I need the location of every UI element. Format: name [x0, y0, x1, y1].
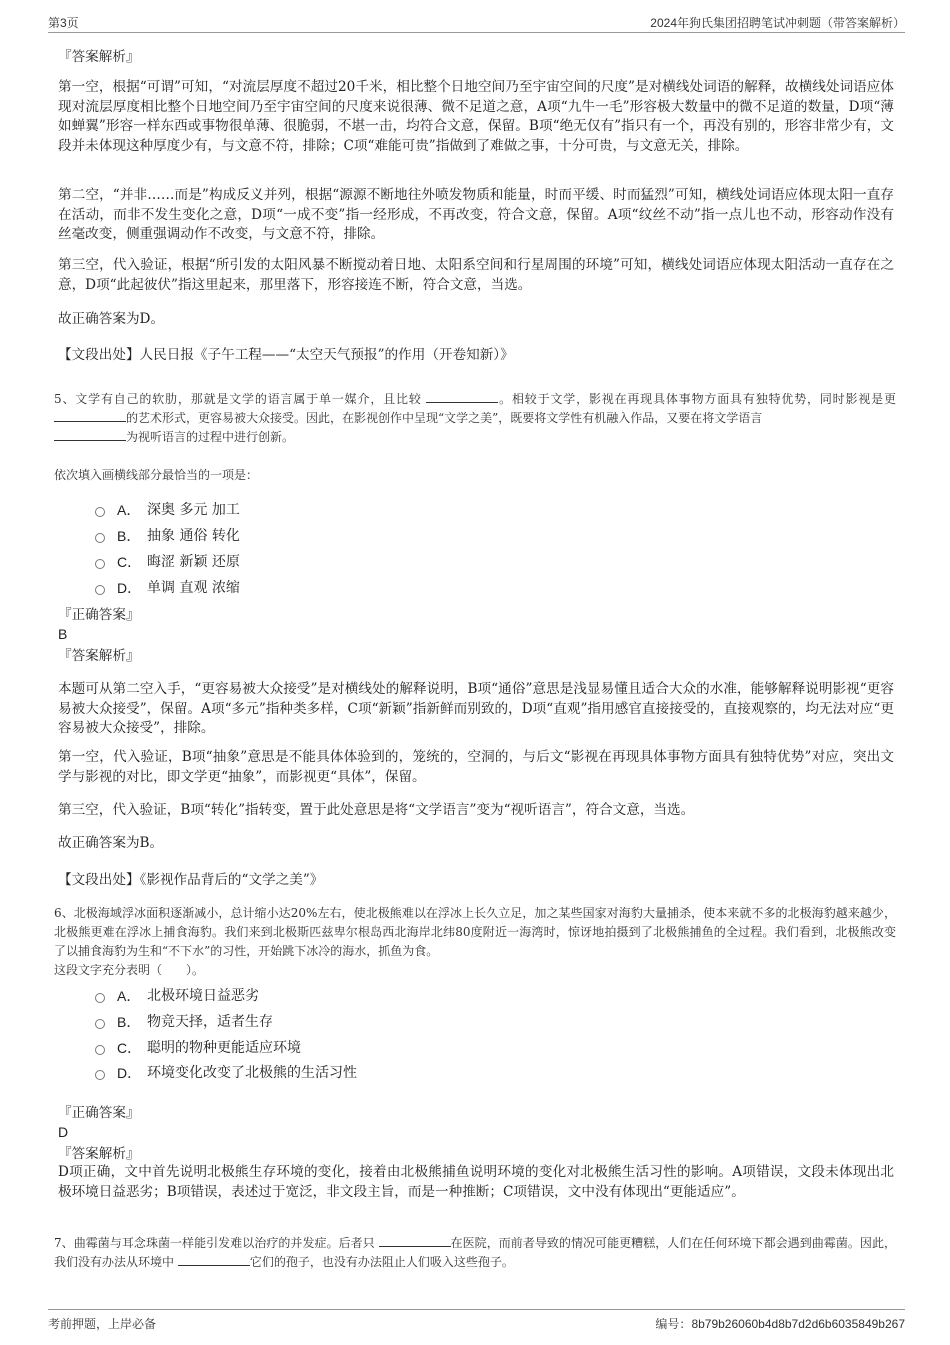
q5-correct-label: 『正确答案』 [58, 607, 140, 623]
q5-analysis-p1: 本题可从第二空入手，“更容易被大众接受”是对横线处的解释说明，B项“通俗”意思是浅显易懂且适合大众的水准，能够解释说明影视“更容易被大众接受”，保留。A项“多元”指种类多样，C项“新颖”指新鲜而别致的，D项“直观”指用感官直接接受的，直接观察的，均无法对应“更容易被大众接受”，排除。 [58, 681, 894, 736]
q6-option-d[interactable]: D． 环境变化改变了北极熊的生活习性 [95, 1063, 357, 1083]
q4-source: 【文段出处】人民日报《子午工程——“太空天气预报”的作用（开卷知新）》 [58, 347, 514, 363]
q5-analysis-p3: 第三空，代入验证，B项“转化”指转变，置于此处意思是将“文学语言”变为“视听语言”，符合文意，当选。 [58, 802, 695, 818]
q5-option-c[interactable]: C． 晦涩 新颖 还原 [95, 552, 240, 572]
document-title: 2024年狗氏集团招聘笔试冲刺题（带答案解析） [650, 16, 905, 30]
q6-prompt: 这段文字充分表明（ ）。 [54, 963, 205, 977]
radio-icon[interactable] [95, 585, 105, 595]
q7-stem: 7、曲霉菌与耳念珠菌一样能引发难以治疗的并发症。后者只 在医院，而前者导致的情况可能更糟糕，人们在任何环境下都会遇到曲霉菌。因此，我们没有办法从环境中 它们的孢子，也没有办法阻止人们吸入这些孢子。 [54, 1236, 896, 1269]
page-footer [48, 1309, 905, 1334]
footer-slogan: 考前押题，上岸必备 [48, 1317, 157, 1331]
radio-icon[interactable] [95, 533, 105, 543]
blank-2 [54, 409, 126, 422]
q6-analysis-p1: D项正确，文中首先说明北极熊生存环境的变化，接着由北极熊捕鱼说明环境的变化对北极熊生活习性的影响。A项错误，文段未体现出北极环境日益恶劣；B项错误，表述过于宽泛，非文段主旨，而是一种推断；C项错误，文中没有体现出“更能适应”。 [58, 1164, 894, 1200]
q4-analysis-p1: 第一空，根据“可谓”可知，“对流层厚度不超过20千米，相比整个日地空间乃至宇宙空间的尺度”是对横线处词语的解释，故横线处词语应体现对流层厚度相比整个日地空间乃至宇宙空间的尺度来说很薄、微不足道之意，A项“九牛一毛”形容极大数量中的微不足道的数量，D项“薄如蝉翼”形容一样东西或事物很单薄、很脆弱，不堪一击，均符合文意，保留。B项“绝无仅有”指只有一个，再没有别的，形容非常少有，文段并未体现这种厚度少有，与文意不符，排除；C项“难能可贵”指做到了难做之事，十分可贵，与文意无关，排除。 [58, 79, 894, 154]
radio-icon[interactable] [95, 1019, 105, 1029]
q5-analysis-p4: 故正确答案为B。 [58, 835, 164, 851]
page-header [48, 12, 905, 33]
q5-option-d[interactable]: D． 单调 直观 浓缩 [95, 578, 240, 598]
q4-analysis-p4: 故正确答案为D。 [58, 311, 165, 327]
q4-analysis-p2: 第二空，“并非……而是”构成反义并列，根据“源源不断地往外喷发物质和能量，时而平缓、时而猛烈”可知，横线处词语应体现太阳一直存在活动，而非不发生变化之意，D项“一成不变”指一经形成，不再改变，符合文意，保留。A项“纹丝不动”指一点儿也不动，形容动作没有丝毫改变，侧重强调动作不改变，与文意不符，排除。 [58, 187, 894, 242]
blank-1 [379, 1234, 451, 1247]
blank-2 [178, 1253, 250, 1266]
radio-icon[interactable] [95, 1045, 105, 1055]
q5-analysis-label: 『答案解析』 [58, 648, 140, 664]
q6-option-a[interactable]: A． 北极环境日益恶劣 [95, 986, 259, 1006]
q5-stem: 5、文学有自己的软肋，那就是文学的语言属于单一媒介，且比较 。相较于文学，影视在再现具体事物方面具有独特优势，同时影视是更的艺术形式，更容易被大众接受。因此，在影视创作中呈现“文学之美”，既要将文学性有机融入作品，又要在将文学语言 为视听语言的过程中进行创新。 [54, 392, 896, 444]
document-id: 8b79b26060b4d8b7d2d6b6035849b267 [691, 1317, 905, 1331]
q5-option-b[interactable]: B． 抽象 通俗 转化 [95, 526, 240, 546]
radio-icon[interactable] [95, 507, 105, 517]
q5-correct-answer: B [58, 626, 68, 642]
q5-prompt: 依次填入画横线部分最恰当的一项是： [54, 468, 259, 482]
q4-analysis-label: 『答案解析』 [58, 49, 140, 65]
q6-option-b[interactable]: B． 物竞天择，适者生存 [95, 1012, 273, 1032]
radio-icon[interactable] [95, 1070, 105, 1080]
q6-analysis-label: 『答案解析』 [58, 1146, 140, 1162]
q5-option-a[interactable]: A． 深奥 多元 加工 [95, 500, 240, 520]
footer-code: 编号：8b79b26060b4d8b7d2d6b6035849b267 [655, 1317, 905, 1331]
radio-icon[interactable] [95, 993, 105, 1003]
q5-source: 【文段出处】《影视作品背后的“文学之美”》 [58, 872, 324, 888]
q4-analysis-p3: 第三空，代入验证，根据“所引发的太阳风暴不断搅动着日地、太阳系空间和行星周围的环境”可知，横线处词语应体现太阳活动一直存在之意，D项“此起彼伏”指这里起来，那里落下，形容接连不断，符合文意，当选。 [58, 257, 894, 293]
page-number: 第3页 [48, 16, 79, 30]
q6-option-c[interactable]: C． 聪明的物种更能适应环境 [95, 1038, 301, 1058]
radio-icon[interactable] [95, 559, 105, 569]
blank-1 [426, 390, 498, 403]
q5-analysis-p2: 第一空，代入验证，B项“抽象”意思是不能具体体验到的，笼统的，空洞的，与后文“影视在再现具体事物方面具有独特优势”对应，突出文学与影视的对比，即文学更“抽象”，而影视更“具体”，保留。 [58, 749, 894, 785]
blank-3 [54, 428, 126, 441]
q6-stem: 6、北极海域浮冰面积逐渐减小，总计缩小达20%左右，使北极熊难以在浮冰上长久立足，加之某些国家对海豹大量捕杀，使本来就不多的北极海豹越来越少，北极熊更难在浮冰上捕食海豹。我们来到北极斯匹兹卑尔根岛西北海岸北纬80度附近一海湾时，惊讶地拍摄到了北极熊捕鱼的全过程。我们看到，北极熊改变了以捕食海豹为生和“不下水”的习性，开始跳下冰冷的海水，抓鱼为食。 [54, 906, 896, 958]
q6-correct-answer: D [58, 1124, 69, 1140]
q6-correct-label: 『正确答案』 [58, 1105, 140, 1121]
